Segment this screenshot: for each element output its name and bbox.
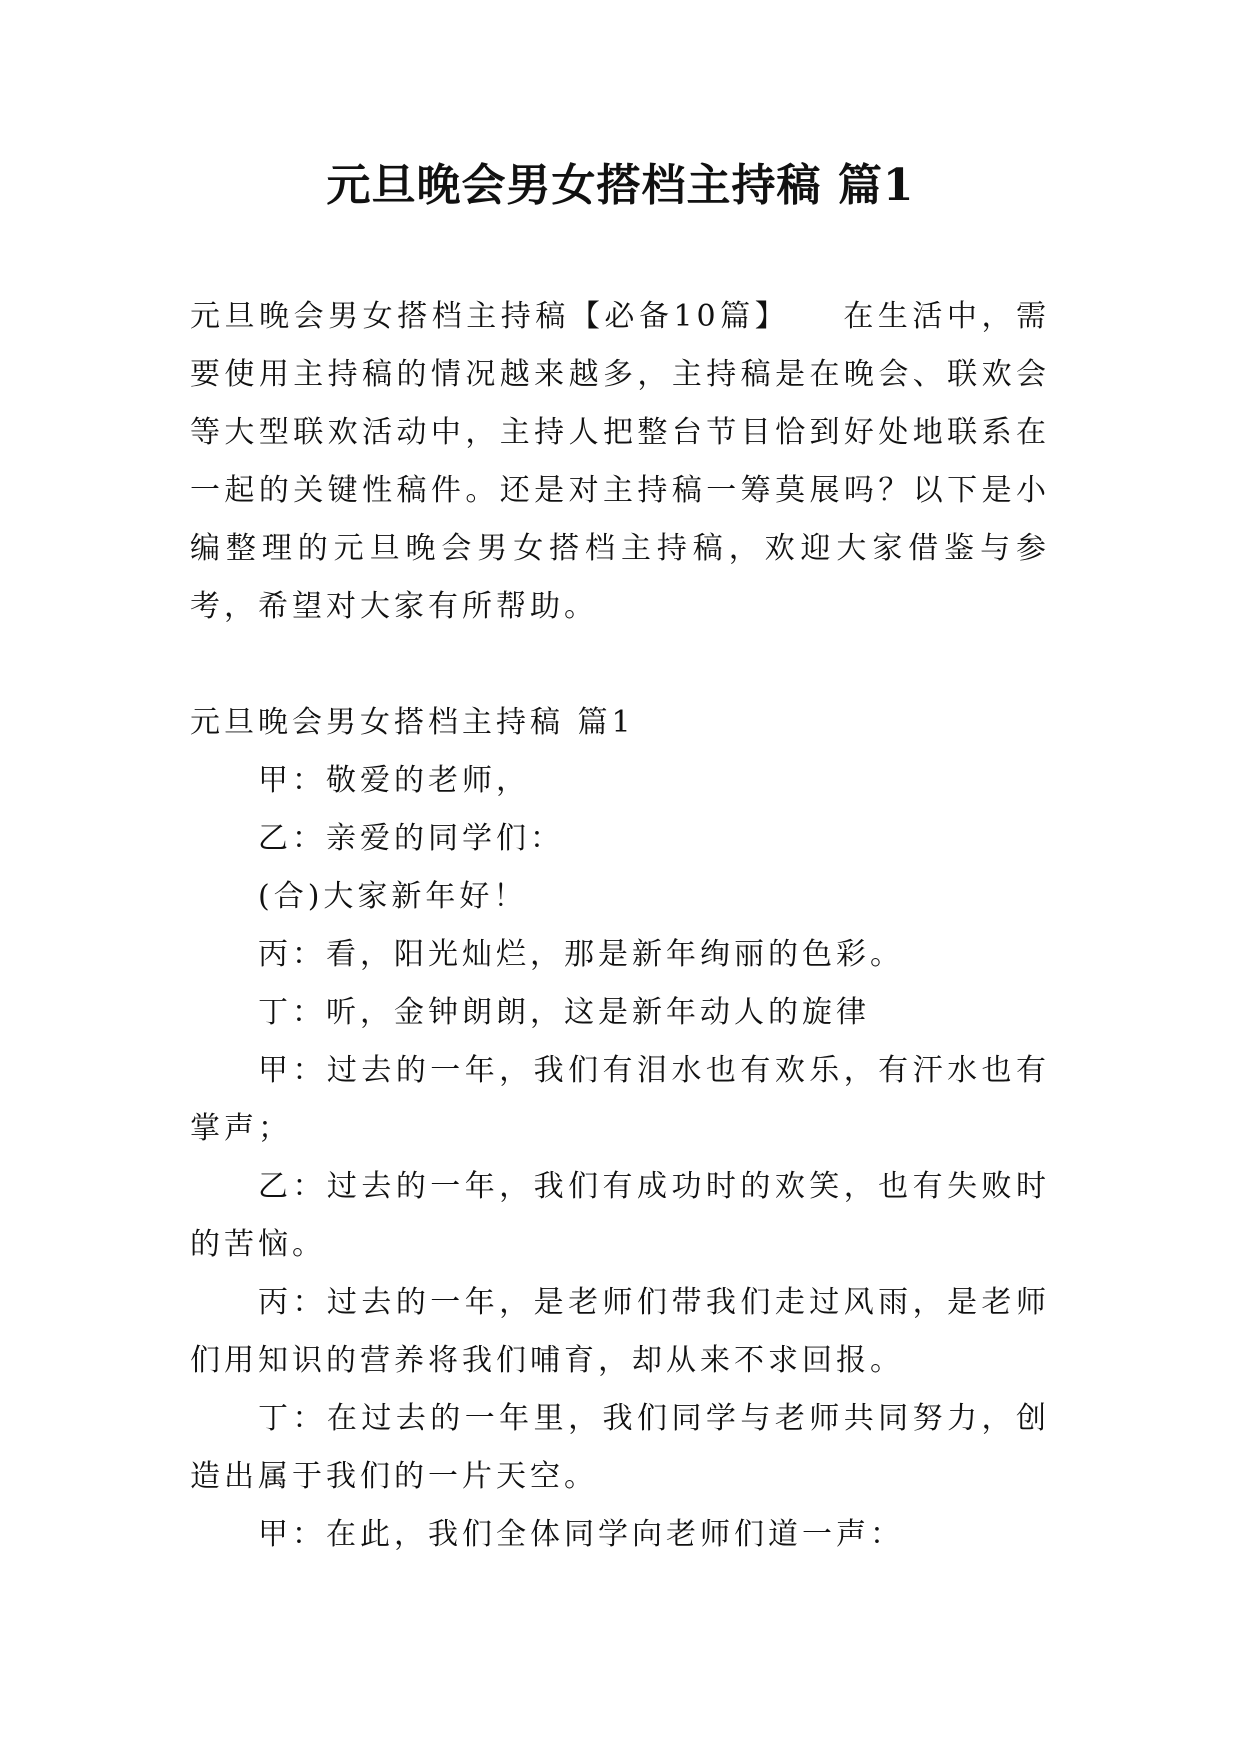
dialogue-line: 甲：过去的一年，我们有泪水也有欢乐，有汗水也有掌声；	[190, 1053, 1050, 1146]
dialogue-line: 甲：敬爱的老师，	[258, 763, 530, 798]
paragraph-gap	[190, 636, 1050, 694]
dialogue-line: 乙：过去的一年，我们有成功时的欢笑，也有失败时的苦恼。	[190, 1169, 1050, 1262]
dialogue-line: 丙：过去的一年，是老师们带我们走过风雨，是老师们用知识的营养将我们哺育，却从来不求回报。	[190, 1285, 1050, 1378]
dialogue-line: 丁：在过去的一年里，我们同学与老师共同努力，创造出属于我们的一片天空。	[190, 1401, 1050, 1494]
intro-paragraph: 元旦晚会男女搭档主持稿【必备10篇】 在生活中，需要使用主持稿的情况越来越多，主持稿是在晚会、联欢会等大型联欢活动中，主持人把整台节目恰到好处地联系在一起的关键性稿件。还是对主持稿一筹莫展吗？以下是小编整理的元旦晚会男女搭档主持稿，欢迎大家借鉴与参考，希望对大家有所帮助。	[190, 299, 1050, 624]
dialogue-line: 丁：听，金钟朗朗，这是新年动人的旋律	[258, 995, 870, 1030]
dialogue-line: 丙：看，阳光灿烂，那是新年绚丽的色彩。	[258, 937, 904, 972]
section-heading: 元旦晚会男女搭档主持稿 篇1	[190, 705, 635, 740]
dialogue-line: 甲：在此，我们全体同学向老师们道一声：	[258, 1517, 904, 1552]
dialogue-line: 乙：亲爱的同学们：	[258, 821, 564, 856]
document-body	[190, 288, 1050, 1564]
document-title: 元旦晚会男女搭档主持稿 篇1	[326, 160, 915, 211]
dialogue-line: (合)大家新年好！	[258, 879, 528, 914]
